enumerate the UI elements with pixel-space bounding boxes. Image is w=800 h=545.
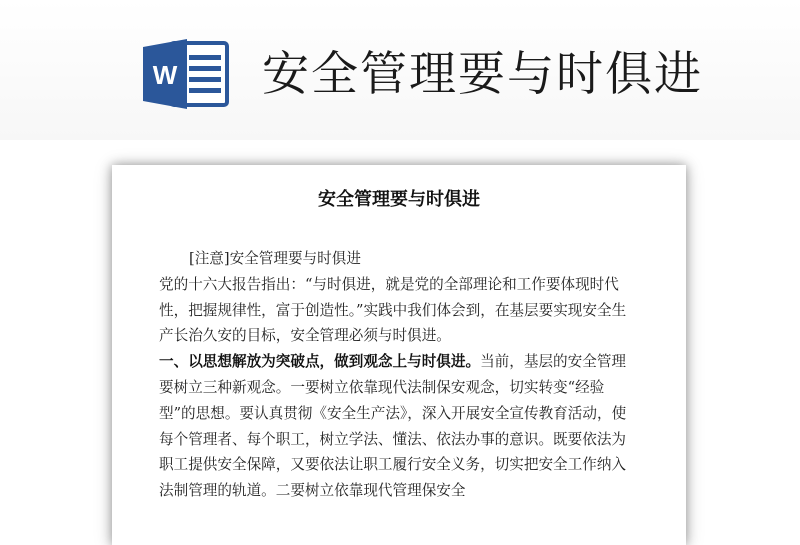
paragraph-intro: 党的十六大报告指出：“与时俱进，就是党的全部理论和工作要体现时代性，把握规律性，富于创造性。”实践中我们体会到，在基层要实现安全生产长治久安的目标，安全管理必须与时俱进。: [159, 275, 627, 345]
paragraph-section-1: [159, 349, 639, 504]
word-document-icon: [141, 37, 229, 111]
section-1-text: 当前，基层的安全管理要树立三种新观念。一要树立依靠现代法制保安观念，切实转变“经验型”的思想。要认真贯彻《安全生产法》，深入开展安全宣传教育活动，使每个管理者、每个职工，树立学法、懂法、依法办事的意识。既要依法为职工提供安全保障，又要依法让职工履行安全义务，切实把安全工作纳入法制管理的轨道。二要树立依靠现代管理保安全: [159, 353, 627, 500]
banner-title: 安全管理要与时俱进: [262, 47, 703, 102]
note-line: [注意]安全管理要与时俱进: [189, 250, 361, 267]
document-body: [159, 246, 639, 504]
word-icon-letter: W: [152, 60, 178, 90]
section-1-heading: 一、以思想解放为突破点，做到观念上与时俱进。: [159, 353, 481, 371]
document-title: 安全管理要与时俱进: [318, 189, 480, 210]
banner-header: [0, 0, 800, 140]
